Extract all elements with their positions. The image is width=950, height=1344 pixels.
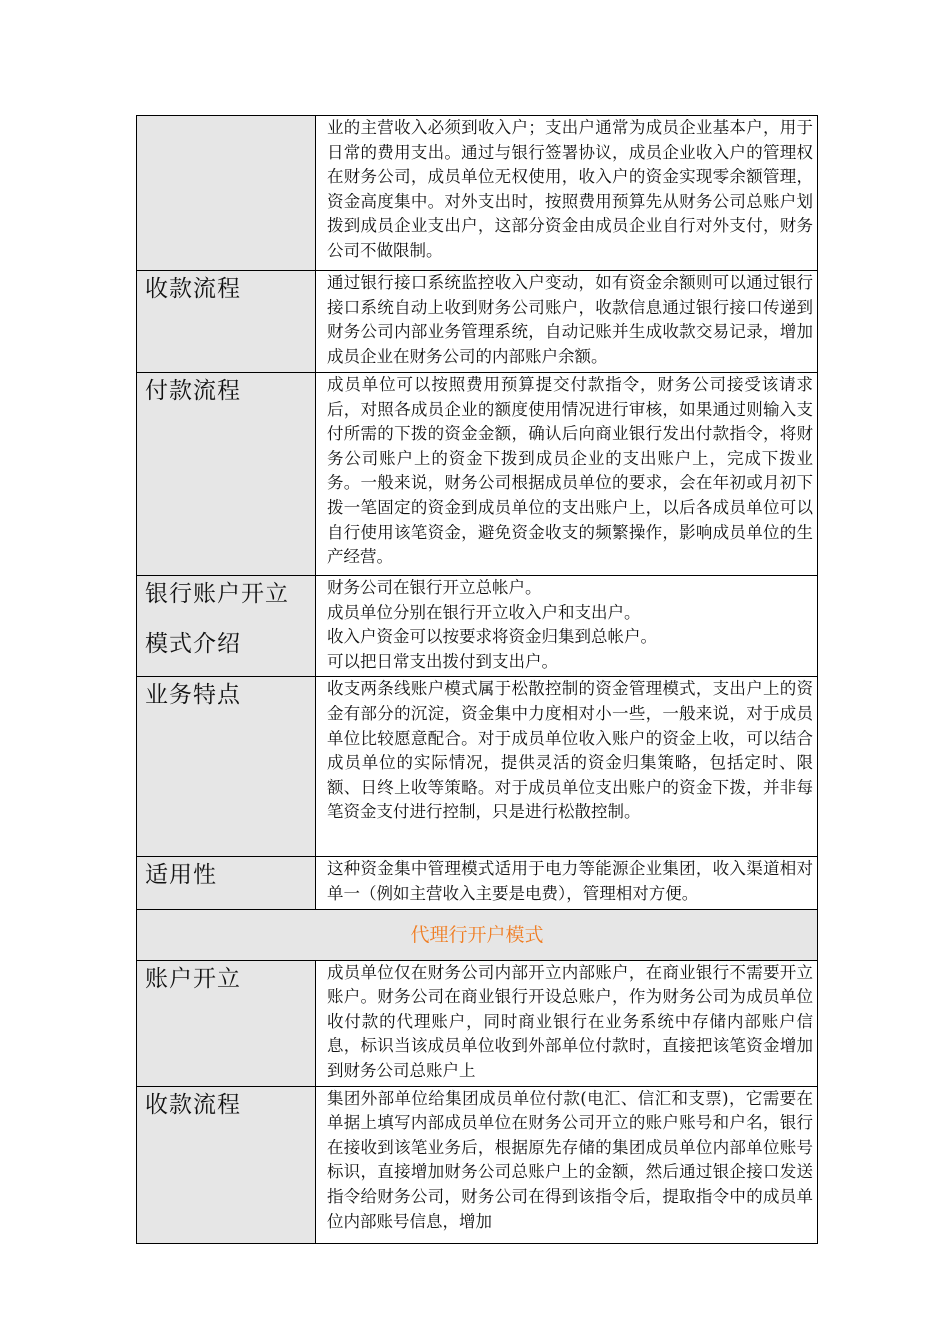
row-label-cell: 适用性 [137, 857, 316, 909]
row-text-cell: 集团外部单位给集团成员单位付款(电汇、信汇和支票)，它需要在单据上填写内部成员单位在财务公司开立的账户账号和户名，银行在接收到该笔业务后，根据原先存储的集团成员单位内部单位账号标识，直接增加财务公司总账户上的金额，然后通过银企接口发送指令给财务公司，财务公司在得到该指令后，提取指令中的成员单位内部账号信息，增加 [316, 1086, 818, 1243]
row-label-line: 银行账户开立 [145, 581, 289, 607]
row-label-line: 模式介绍 [145, 631, 241, 657]
row-label-cell: 收款流程 [137, 271, 316, 373]
row-text-cell [316, 576, 818, 677]
row-text-cell: 成员单位仅在财务公司内部开立内部账户，在商业银行不需要开立账户。财务公司在商业银行开设总账户，作为财务公司为成员单位收付款的代理账户，同时商业银行在业务系统中存储内部账户信息，标识当该成员单位收到外部单位付款时，直接把该笔资金增加到财务公司总账户上 [316, 960, 818, 1086]
table-row [137, 373, 818, 576]
table-row [137, 960, 818, 1086]
section-header-row [137, 909, 818, 960]
row-label-cell [137, 116, 316, 271]
row-label-cell: 收款流程 [137, 1086, 316, 1243]
row-text-cell: 业的主营收入必须到收入户；支出户通常为成员企业基本户，用于日常的费用支出。通过与银行签署协议，成员企业收入户的管理权在财务公司，成员单位无权使用，收入户的资金实现零余额管理，资金高度集中。对外支出时，按照费用预算先从财务公司总账户划拨到成员企业支出户，这部分资金由成员企业自行对外支付，财务公司不做限制。 [316, 116, 818, 271]
row-text-cell: 成员单位可以按照费用预算提交付款指令，财务公司接受该请求后，对照各成员企业的额度使用情况进行审核，如果通过则输入支付所需的下拨的资金金额，确认后向商业银行发出付款指令，将财务公司账户上的资金下拨到成员企业的支出账户上，完成下拨业务。一般来说，财务公司根据成员单位的要求，会在年初或月初下拨一笔固定的资金到成员单位的支出账户上，以后各成员单位可以自行使用该笔资金，避免资金收支的频繁操作，影响成员单位的生产经营。 [316, 373, 818, 576]
row-label-cell: 账户开立 [137, 960, 316, 1086]
text-line: 收入户资金可以按要求将资金归集到总帐户。 [327, 627, 657, 647]
row-text-cell: 这种资金集中管理模式适用于电力等能源企业集团，收入渠道相对单一（例如主营收入主要是电费），管理相对方便。 [316, 857, 818, 909]
table-row [137, 271, 818, 373]
document-table [136, 115, 818, 1244]
row-label-cell: 业务特点 [137, 677, 316, 857]
table-row [137, 1086, 818, 1243]
table-row [137, 677, 818, 857]
text-line: 成员单位分别在银行开立收入户和支出户。 [327, 602, 641, 622]
row-text-cell: 通过银行接口系统监控收入户变动，如有资金余额则可以通过银行接口系统自动上收到财务公司账户，收款信息通过银行接口传递到财务公司内部业务管理系统，自动记账并生成收款交易记录，增加成员企业在财务公司的内部账户余额。 [316, 271, 818, 373]
table-row [137, 576, 818, 677]
table-row [137, 116, 818, 271]
row-label-cell: 付款流程 [137, 373, 316, 576]
table-row [137, 857, 818, 909]
text-line: 财务公司在银行开立总帐户。 [327, 578, 542, 597]
text-line: 可以把日常支出拨付到支出户。 [327, 651, 558, 671]
row-text-cell: 收支两条线账户模式属于松散控制的资金管理模式，支出户上的资金有部分的沉淀，资金集中力度相对小一些，一般来说，对于成员单位比较愿意配合。对于成员单位收入账户的资金上收，可以结合成员单位的实际情况，提供灵活的资金归集策略，包括定时、限额、日终上收等策略。对于成员单位支出账户的资金下拨，并非每笔资金支付进行控制，只是进行松散控制。 [316, 677, 818, 857]
section-title: 代理行开户模式 [137, 909, 818, 960]
row-label-cell [137, 576, 316, 677]
